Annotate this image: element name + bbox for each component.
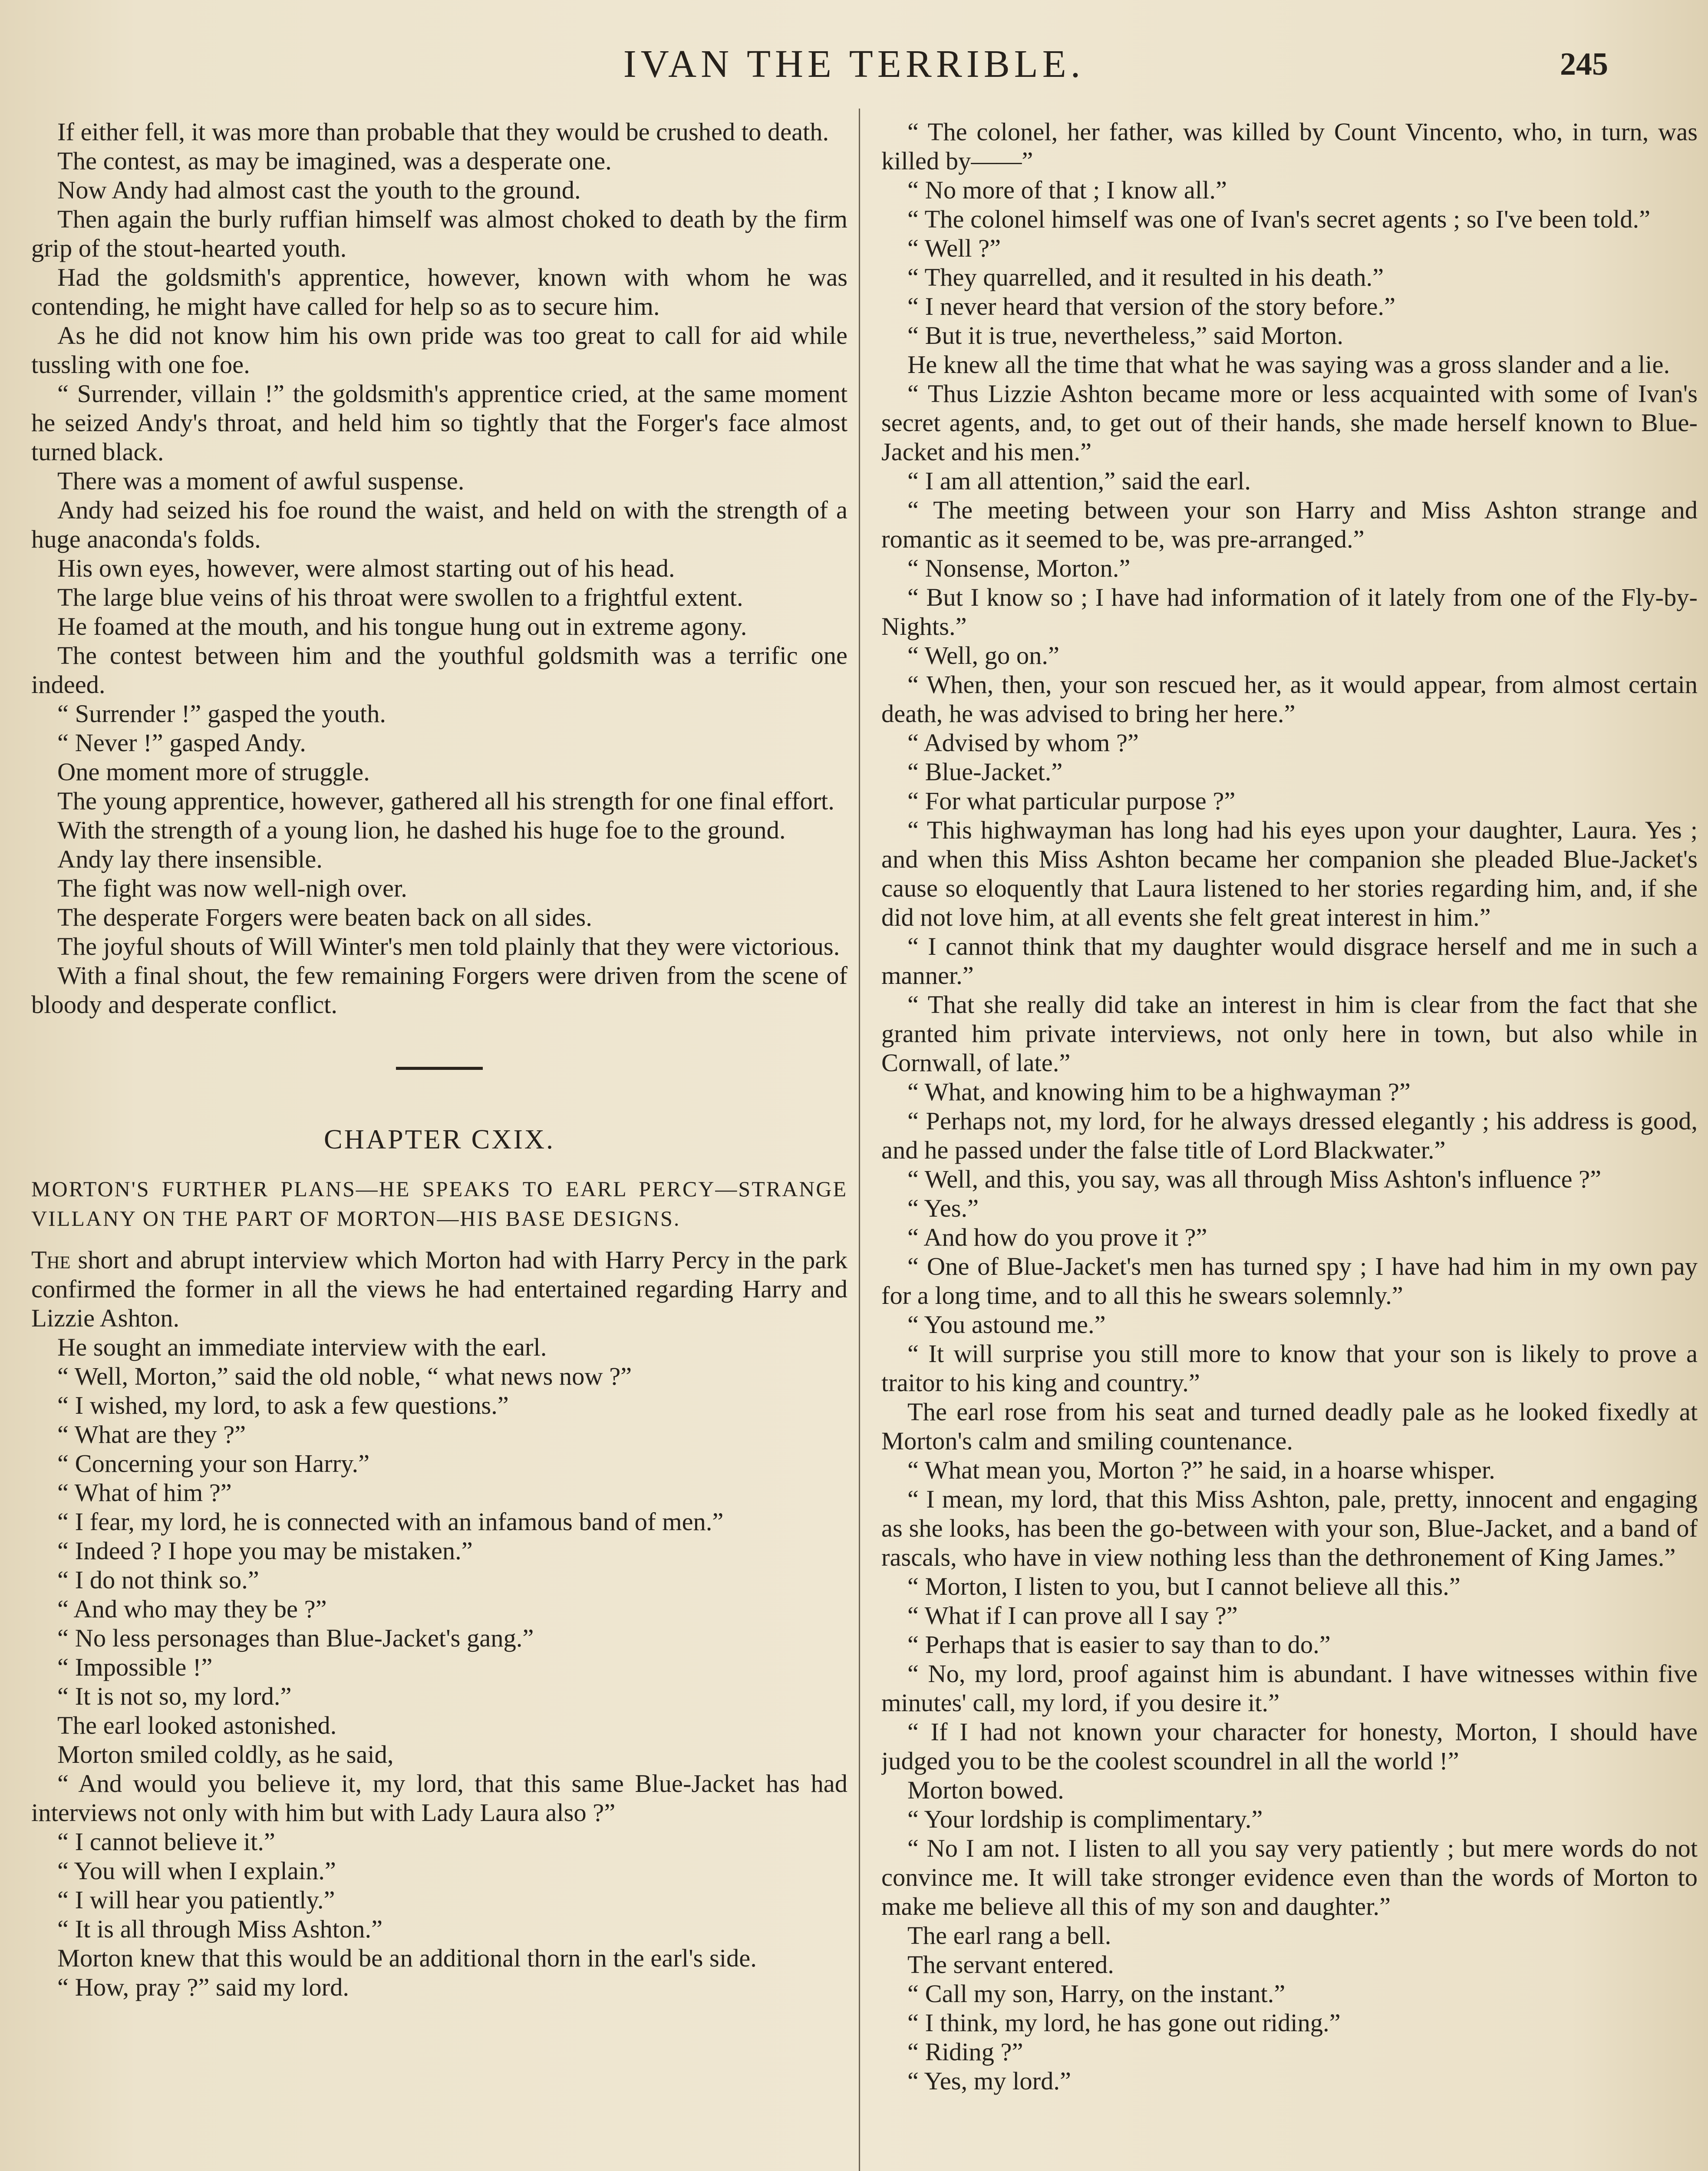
paragraph: “ No, my lord, proof against him is abundant. I have witnesses within five minutes' call, my lord, if you desire it.”: [881, 1660, 1698, 1717]
paragraph: “ The colonel, her father, was killed by Count Vincento, who, in turn, was killed by——”: [881, 118, 1698, 175]
paragraph: “ What of him ?”: [57, 1478, 232, 1507]
paragraph: “ It is not so, my lord.”: [57, 1682, 292, 1710]
paragraph: “ But I know so ; I have had information of it lately from one of the Fly-by-Nights.”: [881, 583, 1698, 640]
paragraph: “ One of Blue-Jacket's men has turned spy ; I have had him in my own pay for a long time, and to all this he swears solemnly.”: [881, 1252, 1698, 1310]
column-rule: [859, 109, 860, 2171]
paragraph: “ What are they ?”: [57, 1420, 246, 1448]
paragraph: “ I cannot think that my daughter would disgrace herself and me in such a manner.”: [881, 932, 1698, 990]
paragraph: “ I think, my lord, he has gone out riding.”: [907, 2009, 1341, 2037]
paragraph: “ It is all through Miss Ashton.”: [57, 1915, 383, 1943]
paragraph: The contest, as may be imagined, was a desperate one.: [57, 147, 612, 175]
chapter-heading: CHAPTER CXIX.: [323, 1124, 555, 1155]
paragraph: Morton knew that this would be an additional thorn in the earl's side.: [57, 1944, 757, 1972]
paragraph: “ Concerning your son Harry.”: [57, 1449, 370, 1478]
paragraph: “ They quarrelled, and it resulted in his death.”: [907, 263, 1384, 291]
paragraph: “ Perhaps that is easier to say than to do.”: [907, 1630, 1331, 1659]
paragraph: If either fell, it was more than probable that they would be crushed to death.: [57, 118, 829, 146]
paragraph: “ And would you believe it, my lord, that this same Blue-Jacket has had interviews not only with him but with Lady Laura also ?”: [31, 1769, 847, 1827]
paragraph: “ What mean you, Morton ?” he said, in a hoarse whisper.: [907, 1456, 1495, 1484]
paragraph: The joyful shouts of Will Winter's men told plainly that they were victorious.: [57, 932, 840, 960]
paragraph: “ No I am not. I listen to all you say very patiently ; but mere words do not convince me. It will take stronger evidence even than the words of Morton to make me believe all this of my son and daughter.”: [881, 1834, 1698, 1920]
paragraph: Had the goldsmith's apprentice, however, known with whom he was contending, he might have called for help so as to secure him.: [31, 263, 847, 320]
paragraph: Now Andy had almost cast the youth to the ground.: [57, 176, 581, 204]
paragraph: “ No less personages than Blue-Jacket's gang.”: [57, 1624, 534, 1652]
paragraph: The earl rang a bell.: [907, 1921, 1111, 1950]
paragraph: “ How, pray ?” said my lord.: [57, 1973, 350, 2001]
paragraph: “ Well, Morton,” said the old noble, “ what news now ?”: [57, 1362, 632, 1390]
paragraph: With the strength of a young lion, he dashed his huge foe to the ground.: [57, 816, 786, 844]
paragraph: The earl looked astonished.: [57, 1711, 337, 1739]
right-column: [881, 117, 1698, 2171]
paragraph: “ Nonsense, Morton.”: [907, 554, 1131, 582]
paragraph: “ I am all attention,” said the earl.: [907, 467, 1251, 495]
paragraph: “ I wished, my lord, to ask a few questions.”: [57, 1391, 509, 1419]
section-divider: [396, 1067, 483, 1070]
paragraph: The contest between him and the youthful goldsmith was a terrific one indeed.: [31, 641, 847, 699]
paragraph: “ What if I can prove all I say ?”: [907, 1601, 1238, 1630]
chapter-opening-paragraph: [31, 1245, 847, 1333]
paragraph: “ When, then, your son rescued her, as it would appear, from almost certain death, he was advised to bring her here.”: [881, 670, 1698, 728]
paragraph: He foamed at the mouth, and his tongue hung out in extreme agony.: [57, 612, 747, 640]
paragraph: Morton bowed.: [907, 1776, 1064, 1804]
paragraph: The desperate Forgers were beaten back on all sides.: [57, 903, 592, 931]
paragraph: “ Well, go on.”: [907, 641, 1060, 670]
paragraph: “ The meeting between your son Harry and Miss Ashton strange and romantic as it seemed to be, was pre-arranged.”: [881, 496, 1698, 553]
opening-word: The: [31, 1246, 71, 1274]
paragraph: “ Well ?”: [907, 234, 1001, 262]
paragraph: Then again the burly ruffian himself was almost choked to death by the firm grip of the stout-hearted youth.: [31, 205, 847, 262]
paragraph: “ If I had not known your character for honesty, Morton, I should have judged you to be the coolest scoundrel in all the world !”: [881, 1718, 1698, 1775]
paragraph: “ I mean, my lord, that this Miss Ashton, pale, pretty, innocent and engaging as she looks, has been the go-between with your son, Blue-Jacket, and a band of rascals, who have in view nothing less than the dethronement of King James.”: [881, 1485, 1698, 1571]
paragraph: “ I never heard that version of the story before.”: [907, 292, 1396, 320]
paragraph: Morton smiled coldly, as he said,: [57, 1740, 394, 1768]
paragraph: His own eyes, however, were almost starting out of his head.: [57, 554, 675, 582]
paragraph: “ It will surprise you still more to know that your son is likely to prove a traitor to his king and country.”: [881, 1340, 1698, 1397]
paragraph: “ Riding ?”: [907, 2038, 1023, 2066]
paragraph: With a final shout, the few remaining Forgers were driven from the scene of bloody and desperate conflict.: [31, 961, 847, 1019]
paragraph: “ Morton, I listen to you, but I cannot believe all this.”: [907, 1572, 1461, 1600]
paragraph: “ Call my son, Harry, on the instant.”: [907, 1980, 1286, 2008]
paragraph: “ Thus Lizzie Ashton became more or less acquainted with some of Ivan's secret agents, and, to get out of their hands, she made herself known to Blue-Jacket and his men.”: [881, 379, 1698, 466]
left-column: [31, 117, 847, 2171]
paragraph: “ For what particular purpose ?”: [907, 787, 1236, 815]
paragraph: “ Surrender, villain !” the goldsmith's apprentice cried, at the same moment he seized Andy's throat, and held him so tightly that the Forger's face almost turned black.: [31, 379, 847, 466]
paragraph: There was a moment of awful suspense.: [57, 467, 465, 495]
paragraph: “ Advised by whom ?”: [907, 729, 1139, 757]
opening-text: short and abrupt interview which Morton had with Harry Percy in the park confirmed the former in all the views he had entertained regarding Harry and Lizzie Ashton.: [31, 1246, 847, 1332]
paragraph: “ The colonel himself was one of Ivan's secret agents ; so I've been told.”: [907, 205, 1651, 233]
paragraph: “ But it is true, nevertheless,” said Morton.: [907, 321, 1344, 350]
paragraph: “ Impossible !”: [57, 1653, 213, 1681]
right-paragraphs: [881, 117, 1698, 2095]
paragraph: “ Blue-Jacket.”: [907, 758, 1063, 786]
page-header: [30, 38, 1678, 90]
left-paragraphs-before-chapter: [31, 117, 847, 1019]
paragraph: One moment more of struggle.: [57, 758, 370, 786]
paragraph: “ Indeed ? I hope you may be mistaken.”: [57, 1537, 473, 1565]
paragraph: “ What, and knowing him to be a highwayman ?”: [907, 1078, 1411, 1106]
paragraph: “ And how do you prove it ?”: [907, 1223, 1207, 1251]
paragraph: As he did not know him his own pride was too great to call for aid while tussling with one foe.: [31, 321, 847, 379]
paragraph: The large blue veins of his throat were swollen to a frightful extent.: [57, 583, 743, 611]
paragraph: “ This highwayman has long had his eyes upon your daughter, Laura. Yes ; and when this Miss Ashton became her companion she pleaded Blue-Jacket's cause so eloquently that Laura listened to her stories regarding him, and, if she did not love him, at all events she felt great interest in him.”: [881, 816, 1698, 931]
paragraph: “ Your lordship is complimentary.”: [907, 1805, 1263, 1833]
paragraph: The young apprentice, however, gathered all his strength for one final effort.: [57, 787, 834, 815]
paragraph: He knew all the time that what he was saying was a gross slander and a lie.: [907, 350, 1670, 379]
paragraph: He sought an immediate interview with the earl.: [57, 1333, 547, 1361]
paragraph: The servant entered.: [907, 1950, 1114, 1979]
paragraph: “ Perhaps not, my lord, for he always dressed elegantly ; his address is good, and he passed under the false title of Lord Blackwater.”: [881, 1107, 1698, 1164]
paragraph: Andy had seized his foe round the waist, and held on with the strength of a huge anaconda's folds.: [31, 496, 847, 553]
left-paragraphs-after-chapter: [31, 1333, 847, 2002]
paragraph: “ I cannot believe it.”: [57, 1828, 275, 1856]
paragraph: “ That she really did take an interest in him is clear from the fact that she granted him private interviews, not only here in town, but also while in Cornwall, of late.”: [881, 990, 1698, 1077]
paragraph: The earl rose from his seat and turned deadly pale as he looked fixedly at Morton's calm and smiling countenance.: [881, 1398, 1698, 1455]
running-title: IVAN THE TERRIBLE.: [623, 43, 1085, 86]
paragraph: “ No more of that ; I know all.”: [907, 176, 1227, 204]
paragraph: “ You will when I explain.”: [57, 1857, 336, 1885]
paragraph: “ Surrender !” gasped the youth.: [57, 699, 386, 728]
paragraph: “ You astound me.”: [907, 1310, 1106, 1339]
paragraph: Andy lay there insensible.: [57, 845, 323, 873]
paragraph: “ I will hear you patiently.”: [57, 1886, 335, 1914]
paragraph: “ I fear, my lord, he is connected with an infamous band of men.”: [57, 1508, 724, 1536]
paragraph: The fight was now well-nigh over.: [57, 874, 407, 902]
paragraph: “ Yes, my lord.”: [907, 2067, 1071, 2095]
paragraph: “ Never !” gasped Andy.: [57, 729, 306, 757]
paragraph: “ I do not think so.”: [57, 1566, 259, 1594]
chapter-synopsis: MORTON'S FURTHER PLANS—HE SPEAKS TO EARL PERCY—STRANGE VILLANY ON THE PART OF MORTON—HIS BASE DESIGNS.: [31, 1177, 847, 1231]
paragraph: “ Yes.”: [907, 1194, 979, 1222]
page-number: 245: [1560, 46, 1608, 82]
paragraph: “ And who may they be ?”: [57, 1595, 327, 1623]
paragraph: “ Well, and this, you say, was all through Miss Ashton's influence ?”: [907, 1165, 1602, 1193]
